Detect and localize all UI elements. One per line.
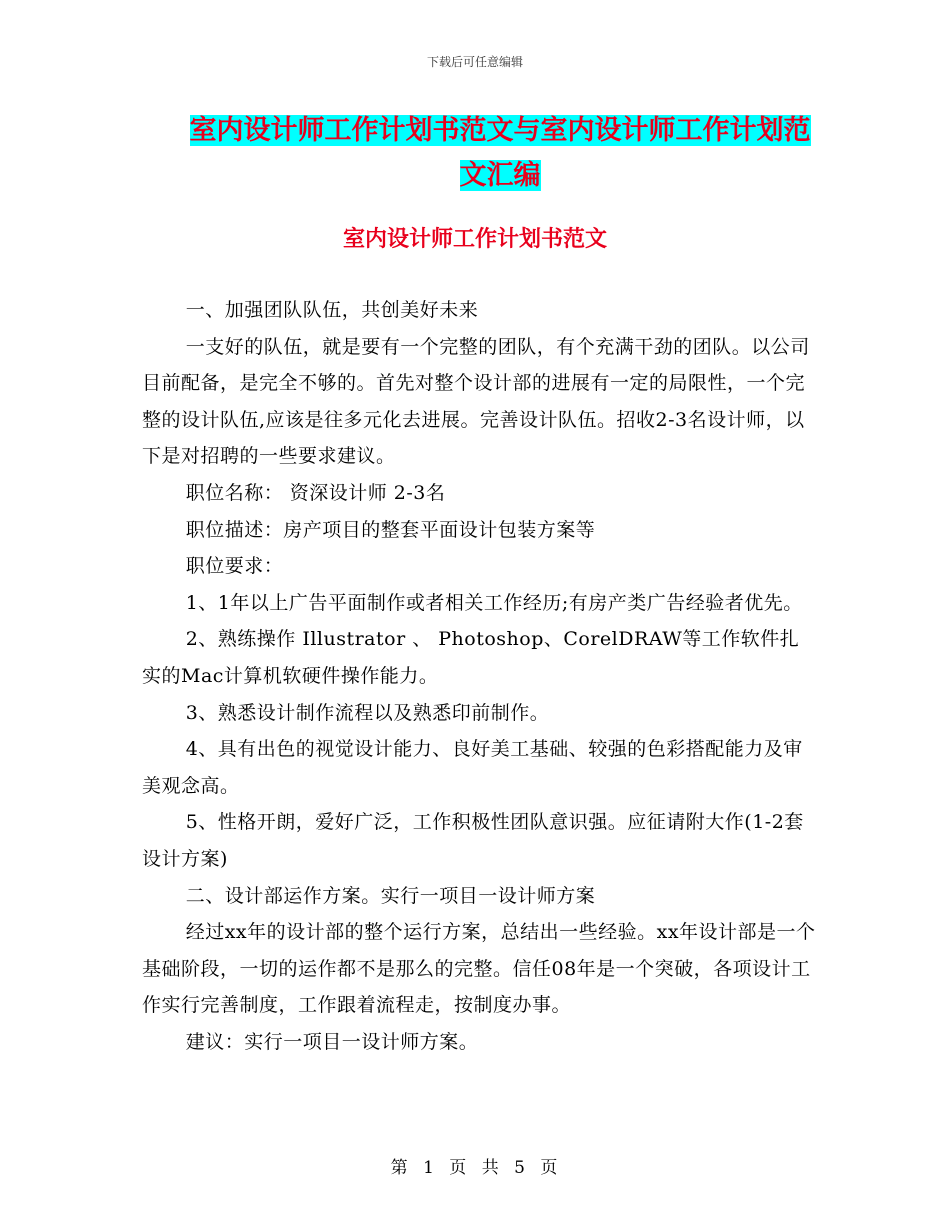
document-title-line-1: 室内设计师工作计划书范文与室内设计师工作计划范 (189, 115, 811, 146)
paragraph: 一支好的队伍，就是要有一个完整的团队，有个充满干劲的团队。以公司目前配备，是完全不够的。首先对整个设计部的进展有一定的局限性，一个完整的设计队伍,应该是往多元化去进展。完善设计队伍。招收2-3名设计师，以下是对招聘的一些要求建议。 (142, 335, 810, 468)
paragraph: 职位要求： (185, 555, 284, 578)
paragraph: 2、熟练操作 Illustrator 、 Photoshop、CorelDRAW等工作软件扎实的Mac计算机软硬件操作能力。 (142, 628, 800, 687)
document-body (142, 292, 818, 1060)
page-number-footer: 第 1 页 共 5 页 (390, 1158, 560, 1178)
paragraph: 二、设计部运作方案。实行一项目一设计师方案 (185, 884, 596, 907)
paragraph: 经过xx年的设计部的整个运行方案，总结出一些经验。xx年设计部是一个基础阶段，一切的运作都不是那么的完整。信任08年是一个突破，各项设计工作实行完善制度，工作跟着流程走，按制度办事。 (142, 921, 816, 1017)
document-title (140, 108, 860, 198)
paragraph: 4、具有出色的视觉设计能力、良好美工基础、较强的色彩搭配能力及审美观念高。 (142, 738, 803, 797)
header-note: 下载后可任意编辑 (426, 55, 523, 69)
paragraph: 职位名称： 资深设计师 2-3名 (185, 481, 446, 504)
paragraph: 1、1年以上广告平面制作或者相关工作经历;有房产类广告经验者优先。 (185, 591, 803, 614)
paragraph: 一、加强团队队伍，共创美好未来 (185, 299, 479, 321)
document-title-line-2: 文汇编 (459, 160, 541, 191)
paragraph: 5、性格开朗，爱好广泛，工作积极性团队意识强。应征请附大作(1-2套设计方案) (142, 811, 804, 870)
section-title: 室内设计师工作计划书范文 (342, 227, 607, 252)
paragraph: 3、熟悉设计制作流程以及熟悉印前制作。 (185, 701, 550, 724)
paragraph: 职位描述：房产项目的整套平面设计包装方案等 (185, 518, 596, 541)
paragraph: 建议：实行一项目一设计师方案。 (185, 1030, 479, 1053)
